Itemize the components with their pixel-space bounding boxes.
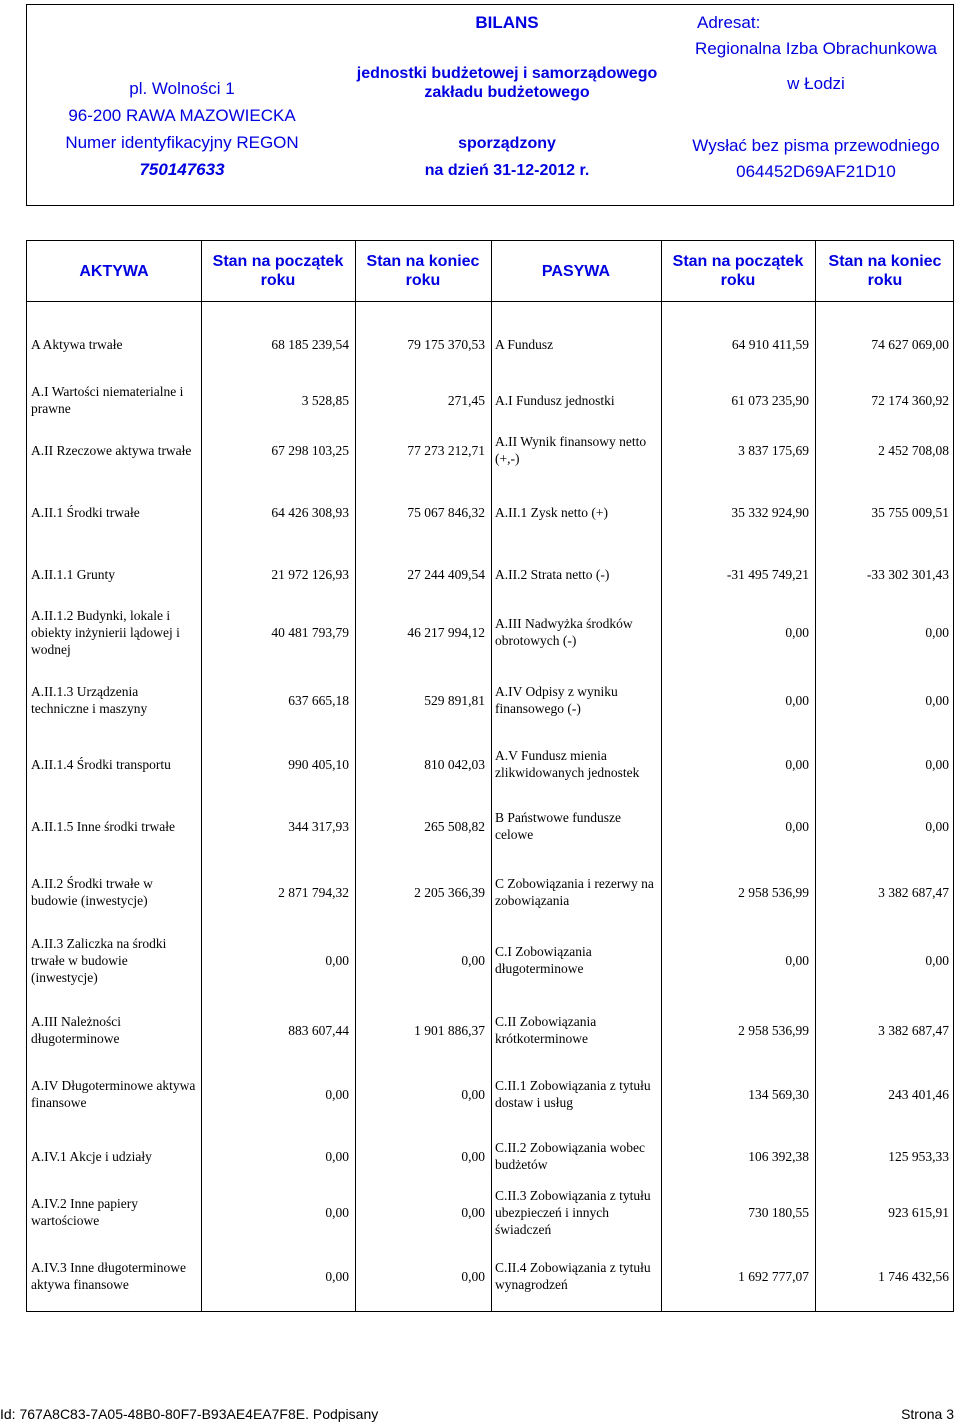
aktywa-end-value: 0,00 [461,1148,485,1164]
pasywa-end-value: 923 615,91 [888,1204,949,1220]
aktywa-start-value: 637 665,18 [288,692,349,708]
entity-info [27,5,337,205]
header-aktywa: AKTYWA [79,262,149,280]
pasywa-label: B Państwowe fundusze celowe [495,810,621,842]
aktywa-label: A.II.3 Zaliczka na środki trwałe w budowie (inwestycje) [31,935,167,985]
aktywa-end-value: 271,45 [447,392,485,408]
addressee-label: Adresat: [697,13,761,32]
pasywa-start-value: 64 910 411,59 [731,336,809,352]
pasywa-end-value: 243 401,46 [888,1086,949,1102]
aktywa-end-value: 0,00 [461,1204,485,1220]
pasywa-label: A Fundusz [495,336,554,352]
aktywa-label: A.III Należności długoterminowe [31,1014,121,1046]
aktywa-label: A.II.1.2 Budynki, lokale i obiekty inżynierii lądowej i wodnej [31,607,180,657]
document-title-block [337,5,677,205]
aktywa-start-value: 3 528,85 [301,392,349,408]
pasywa-start-value: 35 332 924,90 [731,504,809,520]
pasywa-label: C.II.3 Zobowiązania z tytułu ubezpieczeń i innych świadczeń [495,1187,651,1237]
aktywa-start-value: 990 405,10 [288,756,349,772]
aktywa-start-value: 344 317,93 [288,818,349,834]
pasywa-start-value: 730 180,55 [748,1204,809,1220]
pasywa-label: A.II.1 Zysk netto (+) [495,504,608,520]
pasywa-label: C.II.2 Zobowiązania wobec budżetów [495,1140,645,1172]
pasywa-start-value: 106 392,38 [748,1148,809,1164]
pasywa-label: A.IV Odpisy z wyniku finansowego (-) [495,684,618,716]
signature-id: Id: 767A8C83-7A05-48B0-80F7-B93AE4EA7F8E. Podpisany [0,1406,379,1422]
pasywa-end-value: -33 302 301,43 [866,566,949,582]
pasywa-end-value: 1 746 432,56 [878,1268,949,1284]
document-subtitle-2: zakładu budżetowego [424,84,590,101]
header-pasywa: PASYWA [541,262,611,280]
aktywa-end-value: 79 175 370,53 [407,336,485,352]
pasywa-label: C.II.4 Zobowiązania z tytułu wynagrodzeń [495,1260,651,1292]
pasywa-end-value: 74 627 069,00 [871,336,949,352]
aktywa-label: A.II.1.1 Grunty [31,566,115,582]
aktywa-start-value: 883 607,44 [288,1022,349,1038]
aktywa-label: A.II.1.3 Urządzenia techniczne i maszyny [31,684,148,716]
aktywa-label: A.IV Długoterminowe aktywa finansowe [31,1078,196,1110]
header-pasywa-end: Stan na koniec roku [828,253,942,289]
pasywa-start-value: 0,00 [785,692,809,708]
aktywa-end-value: 46 217 994,12 [407,624,485,640]
aktywa-start-value: 67 298 103,25 [271,442,349,458]
pasywa-end-value: 0,00 [925,692,949,708]
pasywa-label: C.II Zobowiązania krótkoterminowe [495,1014,597,1046]
pasywa-start-value: -31 495 749,21 [726,566,809,582]
pasywa-end-value: 3 382 687,47 [878,884,949,900]
aktywa-start-value: 0,00 [325,1268,349,1284]
delivery-note: Wysłać bez pisma przewodniego [692,136,940,155]
document-code: 064452D69AF21D10 [736,162,896,181]
aktywa-label: A.II Rzeczowe aktywa trwałe [31,442,192,458]
pasywa-end-value: 2 452 708,08 [878,442,949,458]
aktywa-end-value: 1 901 886,37 [414,1022,485,1038]
regon-number: 750147633 [139,160,225,179]
aktywa-end-value: 0,00 [461,952,485,968]
aktywa-label: A.II.1.4 Środki transportu [31,756,171,772]
aktywa-start-value: 0,00 [325,1086,349,1102]
header-aktywa-start: Stan na początek roku [212,253,344,289]
aktywa-label: A.IV.2 Inne papiery wartościowe [31,1196,138,1228]
document-title: BILANS [475,13,539,32]
pasywa-label: A.III Nadwyżka środków obrotowych (-) [495,616,633,648]
pasywa-start-value: 61 073 235,90 [731,392,809,408]
addressee-block [677,5,955,205]
pasywa-start-value: 2 958 536,99 [738,884,809,900]
aktywa-end-value: 265 508,82 [424,818,485,834]
aktywa-start-value: 40 481 793,79 [271,624,349,640]
aktywa-end-value: 529 891,81 [424,692,485,708]
page-number: Strona 3 [901,1406,954,1422]
aktywa-end-value: 75 067 846,32 [407,504,485,520]
pasywa-end-value: 72 174 360,92 [871,392,949,408]
aktywa-start-value: 0,00 [325,1204,349,1220]
aktywa-start-value: 68 185 239,54 [271,336,349,352]
pasywa-label: A.I Fundusz jednostki [495,392,615,408]
balance-date: na dzień 31-12-2012 r. [424,162,590,179]
aktywa-end-value: 0,00 [461,1086,485,1102]
pasywa-start-value: 0,00 [785,952,809,968]
addressee-name: Regionalna Izba Obrachunkowa [695,39,937,58]
aktywa-label: A.I Wartości niematerialne i prawne [31,384,184,416]
pasywa-label: A.V Fundusz mienia zlikwidowanych jednostek [495,748,640,780]
aktywa-start-value: 2 871 794,32 [278,884,349,900]
aktywa-label: A.II.1 Środki trwałe [31,504,140,520]
pasywa-end-value: 0,00 [925,756,949,772]
pasywa-end-value: 125 953,33 [888,1148,949,1164]
balance-table [26,240,954,1312]
addressee-city: w Łodzi [787,74,845,93]
regon-label: Numer identyfikacyjny REGON [65,133,299,152]
aktywa-start-value: 0,00 [325,1148,349,1164]
aktywa-label: A.II.1.5 Inne środki trwałe [31,818,175,834]
pasywa-label: A.II.2 Strata netto (-) [495,566,610,582]
aktywa-label: A.IV.1 Akcje i udziały [31,1148,152,1164]
prepared-label: sporządzony [458,135,556,152]
aktywa-start-value: 0,00 [325,952,349,968]
aktywa-start-value: 64 426 308,93 [271,504,349,520]
aktywa-end-value: 77 273 212,71 [407,442,485,458]
pasywa-end-value: 35 755 009,51 [871,504,949,520]
pasywa-start-value: 3 837 175,69 [738,442,809,458]
aktywa-label: A.IV.3 Inne długoterminowe aktywa finansowe [31,1260,186,1292]
pasywa-start-value: 0,00 [785,818,809,834]
pasywa-end-value: 0,00 [925,818,949,834]
pasywa-start-value: 2 958 536,99 [738,1022,809,1038]
pasywa-start-value: 0,00 [785,756,809,772]
pasywa-label: C.I Zobowiązania długoterminowe [495,944,592,976]
document-header [26,4,954,206]
pasywa-label: A.II Wynik finansowy netto (+,-) [495,434,647,466]
aktywa-label: A.II.2 Środki trwałe w budowie (inwestycje) [31,876,153,908]
pasywa-end-value: 0,00 [925,952,949,968]
pasywa-end-value: 3 382 687,47 [878,1022,949,1038]
pasywa-start-value: 0,00 [785,624,809,640]
document-subtitle-1: jednostki budżetowej i samorządowego [356,65,658,82]
pasywa-label: C Zobowiązania i rezerwy na zobowiązania [495,876,654,908]
pasywa-start-value: 1 692 777,07 [738,1268,809,1284]
aktywa-end-value: 27 244 409,54 [407,566,485,582]
pasywa-end-value: 0,00 [925,624,949,640]
aktywa-end-value: 2 205 366,39 [414,884,485,900]
aktywa-end-value: 810 042,03 [424,756,485,772]
pasywa-label: C.II.1 Zobowiązania z tytułu dostaw i usług [495,1078,651,1110]
aktywa-label: A Aktywa trwałe [31,336,123,352]
aktywa-start-value: 21 972 126,93 [271,566,349,582]
entity-city: 96-200 RAWA MAZOWIECKA [68,106,296,125]
header-pasywa-start: Stan na początek roku [672,253,804,289]
aktywa-end-value: 0,00 [461,1268,485,1284]
header-aktywa-end: Stan na koniec roku [366,253,480,289]
entity-address: pl. Wolności 1 [129,79,235,98]
pasywa-start-value: 134 569,30 [748,1086,809,1102]
